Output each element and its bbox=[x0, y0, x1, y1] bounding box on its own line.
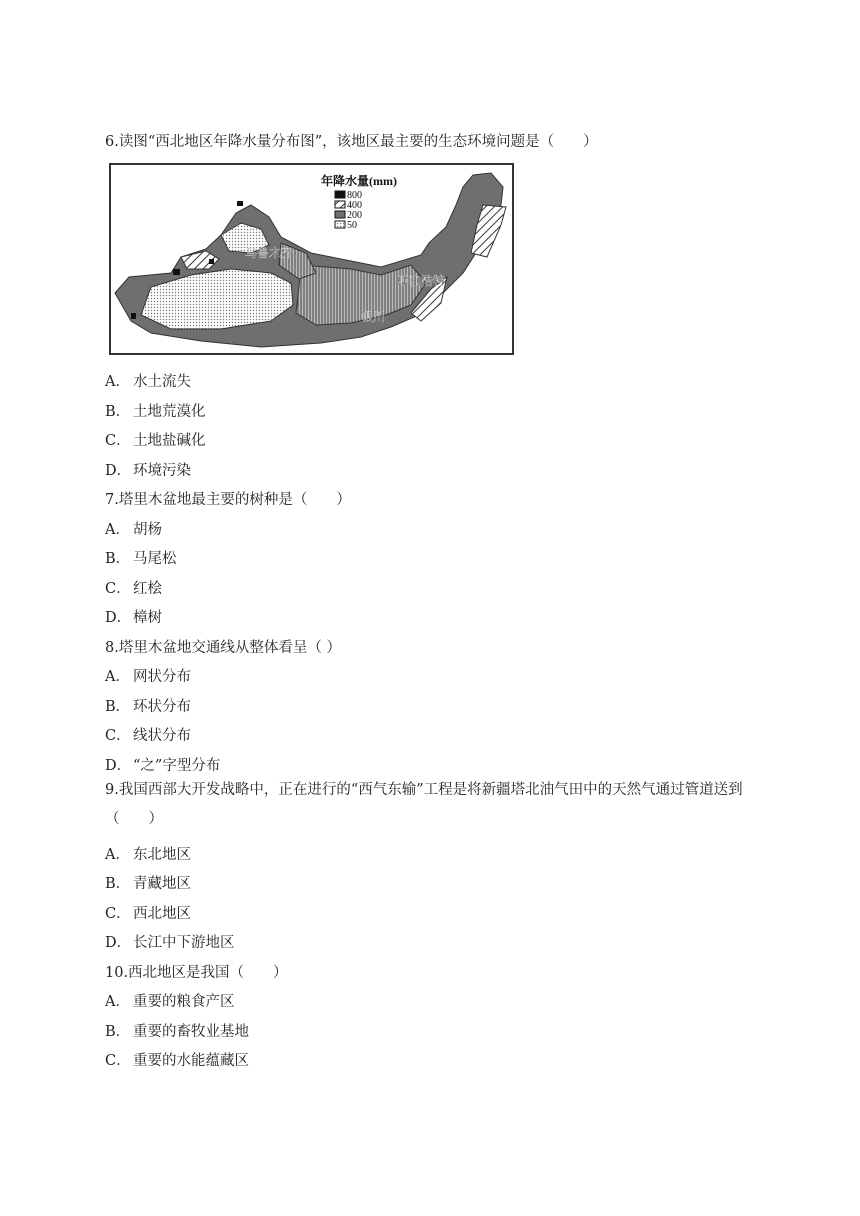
region-800mm-2 bbox=[209, 259, 214, 264]
legend-title: 年降水量(mm) bbox=[321, 174, 397, 188]
q6-option-b[interactable]: B． 土地荒漠化 bbox=[105, 404, 206, 420]
question-9-stem: 9.我国西部大开发战略中，正在进行的“西气东输”工程是将新疆塔北油气田中的天然气通过管道送到（ ） bbox=[105, 782, 743, 827]
q6-option-c[interactable]: C． 土地盐碱化 bbox=[105, 433, 206, 449]
q9-option-b[interactable]: B． 青藏地区 bbox=[105, 876, 191, 892]
q7-option-b[interactable]: B． 马尾松 bbox=[105, 551, 177, 567]
question-7-stem: 7.塔里木盆地最主要的树种是（ ） bbox=[105, 492, 351, 508]
question-10-stem: 10.西北地区是我国（ ） bbox=[105, 965, 288, 981]
q7-option-c[interactable]: C． 红桧 bbox=[105, 581, 162, 597]
city-label-hohhot: 呼和浩特 bbox=[397, 274, 446, 288]
q8-option-c[interactable]: C． 线状分布 bbox=[105, 728, 191, 744]
q10-option-c[interactable]: C． 重要的水能蕴藏区 bbox=[105, 1053, 249, 1069]
question-8-stem: 8.塔里木盆地交通线从整体看呈（ ） bbox=[105, 640, 341, 656]
legend-item-50: 50 bbox=[347, 220, 357, 231]
region-800mm-1 bbox=[173, 269, 180, 275]
q6-option-a[interactable]: A． 水土流失 bbox=[105, 374, 191, 390]
q9-option-d[interactable]: D． 长江中下游地区 bbox=[105, 935, 235, 951]
city-label-urumqi: 乌鲁木齐 bbox=[245, 246, 294, 260]
q8-option-b[interactable]: B． 环状分布 bbox=[105, 699, 191, 715]
q8-option-a[interactable]: A． 网状分布 bbox=[105, 669, 191, 685]
q10-option-a[interactable]: A． 重要的粮食产区 bbox=[105, 994, 235, 1010]
q10-option-b[interactable]: B． 重要的畜牧业基地 bbox=[105, 1024, 249, 1040]
legend-item-800: 800 bbox=[347, 190, 362, 201]
q7-option-d[interactable]: D． 樟树 bbox=[105, 610, 162, 626]
legend-item-200: 200 bbox=[347, 210, 362, 221]
region-800mm-4 bbox=[131, 313, 136, 319]
q7-option-a[interactable]: A． 胡杨 bbox=[105, 522, 162, 538]
q9-option-a[interactable]: A． 东北地区 bbox=[105, 847, 191, 863]
q8-option-d[interactable]: D． “之”字型分布 bbox=[105, 758, 221, 774]
q6-option-d[interactable]: D． 环境污染 bbox=[105, 463, 191, 479]
question-6-stem: 6.读图“西北地区年降水量分布图”，该地区最主要的生态环境问题是（ ） bbox=[105, 134, 598, 150]
legend-item-400: 400 bbox=[347, 200, 362, 211]
precipitation-map bbox=[111, 165, 512, 353]
region-800mm-3 bbox=[237, 201, 243, 206]
q9-option-c[interactable]: C． 西北地区 bbox=[105, 906, 191, 922]
precipitation-map-figure bbox=[109, 163, 514, 355]
city-label-yinchuan: 银川 bbox=[361, 310, 386, 324]
